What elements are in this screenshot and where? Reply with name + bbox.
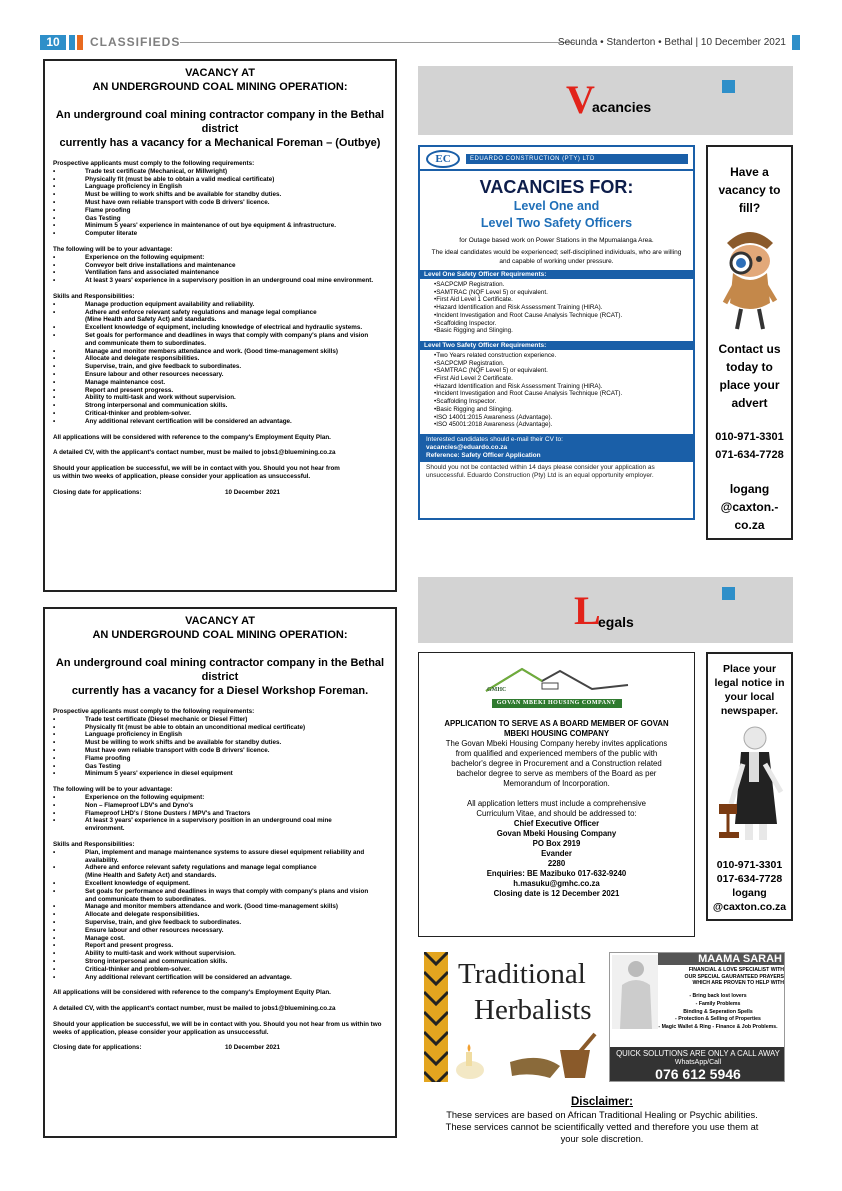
- section-name: CLASSIFIEDS: [90, 35, 181, 49]
- maama-tagline: FINANCIAL & LOVE SPECIALIST WITH: [688, 967, 784, 973]
- traditional-herbalists-ad: [424, 952, 599, 1082]
- list-item: Binding & Seperation Spells: [683, 1008, 753, 1015]
- list-item: - Bring back lost lovers: [689, 993, 747, 999]
- list-item: • Incident Investigation and Root Cause Analysis Technique (RCAT).: [434, 312, 689, 320]
- herbalists-title: Traditional: [458, 958, 586, 990]
- page-number: 10: [40, 35, 66, 50]
- list-item: • Excellent knowledge of equipment.: [53, 880, 387, 888]
- list-item: • Trade test certificate (Mechanical, or Millwright): [53, 168, 387, 176]
- gmhc-body: All application letters must include a comprehensive: [467, 799, 646, 808]
- legals-initial: L: [574, 588, 601, 633]
- judge-with-gavel-icon: [715, 724, 785, 844]
- advantage-heading: The following will be to your advantage:: [53, 245, 173, 253]
- list-item: • Language proficiency in English: [53, 731, 387, 739]
- page-header: [40, 35, 800, 51]
- side-text: your local: [724, 691, 775, 703]
- position-line-1: Level One and: [513, 199, 600, 213]
- list-item: • Manage cost.: [53, 935, 387, 943]
- vacancies-title: acancies: [592, 99, 652, 115]
- herbs-mortar-icon: [450, 1032, 599, 1082]
- requirements-heading: Prospective applicants must comply to the following requirements:: [53, 708, 255, 715]
- maama-sarah-ad: [609, 952, 785, 1082]
- ad-subtitle: currently has a vacancy for a Mechanical Foreman – (Outbye): [59, 137, 381, 149]
- list-item: • Flame proofing: [53, 755, 387, 763]
- bar-accent-square: [722, 80, 735, 93]
- gmhc-title: MBEKI HOUSING COMPANY: [503, 729, 610, 738]
- list-item: - Magic Wallet & Ring - Finance & Job Problems.: [658, 1024, 778, 1031]
- apply-text: Interested candidates should e-mail their CV to:: [426, 435, 563, 443]
- side-phone: 071-634-7728: [715, 449, 784, 461]
- list-item: • Ability to multi-task and work without supervision.: [53, 394, 387, 402]
- side-email: logang: [732, 887, 767, 899]
- list-item: • Minimum 5 years' experience in diesel equipment: [53, 770, 387, 778]
- vacancy-ad-diesel-foreman: [43, 607, 397, 1138]
- skills-heading: Skills and Responsibilities:: [53, 840, 135, 848]
- side-email: @caxton.co.za: [712, 901, 787, 913]
- list-item: environment.: [85, 825, 125, 833]
- list-item: • Strong interpersonal and communication skills.: [53, 958, 387, 966]
- list-item: • ISO 45001:2018 Awareness (Advantage).: [434, 421, 689, 429]
- bar-accent-square: [722, 587, 735, 600]
- gmhc-title: APPLICATION TO SERVE AS A BOARD MEMBER OF GOVAN: [444, 719, 669, 728]
- list-item: • Ability to multi-task and work without supervision.: [53, 950, 387, 958]
- list-item: • At least 3 years' experience in a supervisory position in an underground coal mine environment.: [53, 277, 387, 285]
- list-item: • Conveyor belt drive installations and maintenance: [53, 262, 387, 270]
- intro-text: The ideal candidates would be experienced; self-disciplined individuals, who are willing and capable of working under pressure.: [431, 249, 682, 265]
- disclaimer-title: Disclaimer:: [570, 1096, 633, 1108]
- vacancy-ad-mechanical-foreman: [43, 59, 397, 592]
- list-item: • Manage production equipment availability and reliability.: [53, 301, 387, 309]
- list-item: • Two Years related construction experience.: [434, 352, 689, 360]
- header-square-blue: [69, 35, 75, 50]
- list-item: • SAMTRAC (NQF Level 5) or equivalent.: [434, 289, 689, 297]
- list-item: • Language proficiency in English: [53, 183, 387, 191]
- list-item: • SAMTRAC (NQF Level 5) or equivalent.: [434, 367, 689, 375]
- list-item: • SACPCMP Registration.: [434, 360, 689, 368]
- ad-title: AN UNDERGROUND COAL MINING OPERATION:: [92, 629, 348, 641]
- dateline: Secunda • Standerton • Bethal | 10 December 2021: [557, 37, 786, 48]
- vacancies-initial: V: [566, 77, 595, 122]
- list-item: • Supervise, train, and give feedback to subordinates.: [53, 363, 387, 371]
- side-email: co.za: [734, 518, 765, 532]
- list-item: • SACPCMP Registration.: [434, 281, 689, 289]
- requirements-heading: Prospective applicants must comply to the following requirements:: [53, 160, 255, 167]
- side-text: vacancy to: [718, 183, 781, 197]
- legals-title: egals: [598, 614, 634, 630]
- eduardo-company-name: EDUARDO CONSTRUCTION (PTY) LTD: [466, 154, 688, 164]
- list-item: • Report and present progress.: [53, 942, 387, 950]
- success-note: weeks of application, please consider your application as unsuccessful.: [53, 1028, 269, 1036]
- list-item: • Must have own reliable transport with code B drivers' licence.: [53, 747, 387, 755]
- ad-subtitle: An underground coal mining contractor company in the Bethal district: [55, 109, 385, 135]
- vacancies-for-heading: VACANCIES FOR:: [479, 177, 634, 197]
- apply-reference: Reference: Safety Officer Application: [426, 451, 541, 459]
- detective-mascot-icon: [715, 223, 785, 333]
- closing-label: Closing date for applications:: [53, 1044, 142, 1052]
- eduardo-logo: EC: [426, 150, 460, 168]
- disclaimer-text: These services cannot be scientifically vetted and therefore you use them at: [445, 1122, 759, 1132]
- list-item: • Ventilation fans and associated maintenance: [53, 269, 387, 277]
- side-text: legal notice in: [714, 677, 785, 689]
- place-legal-notice-box: [706, 652, 793, 921]
- side-text: Place your: [722, 663, 777, 675]
- gmhc-address: PO Box 2919: [532, 839, 581, 848]
- side-email: @caxton.-: [720, 500, 779, 514]
- gmhc-body: bachelor's degree in Procurement and a Construction related: [451, 759, 662, 768]
- eduardo-footer: Should you not be contacted within 14 days please consider your application as unsuccessful. Eduardo Construction (Pty) Ltd is an equal opportunity employer.: [426, 463, 655, 479]
- list-item: • Strong interpersonal and communication skills.: [53, 402, 387, 410]
- maama-whatsapp: WhatsApp/Call: [674, 1059, 722, 1066]
- ad-title: VACANCY AT: [185, 615, 255, 627]
- gmhc-enquiries: Enquiries: BE Mazibuko 017-632-9240: [486, 869, 627, 878]
- woman-silhouette-icon: [612, 955, 658, 1029]
- list-item: • Set goals for performance and deadlines in ways that comply with company's plans and vision: [53, 332, 387, 340]
- maama-call-text: QUICK SOLUTIONS ARE ONLY A CALL AWAY: [616, 1049, 780, 1058]
- closing-date: 10 December 2021: [225, 488, 280, 496]
- maama-tagline: WHICH ARE PROVEN TO HELP WITH: [692, 980, 784, 987]
- list-item: • Critical-thinker and problem-solver.: [53, 410, 387, 418]
- vacancies-heading-bar: [418, 66, 793, 135]
- list-item: • Plan, implement and manage maintenance systems to assure diesel equipment reliability and: [53, 849, 387, 857]
- list-item: • At least 3 years' experience in a supervisory position in an underground coal mine: [53, 817, 387, 825]
- list-item: • Ensure labour and other resources necessary.: [53, 927, 387, 935]
- list-item: • Must have own reliable transport with code B drivers' licence.: [53, 199, 387, 207]
- cv-instructions: A detailed CV, with the applicant's contact number, must be mailed to jobs1@bluemining.co.za: [53, 449, 336, 457]
- list-item: • Physically fit (must be able to obtain a valid medical certificate): [53, 176, 387, 184]
- list-item: • Hazard Identification and Risk Assessment Training (HIRA).: [434, 304, 689, 312]
- list-item: • Trade test certificate (Diesel mechanic or Diesel Fitter): [53, 716, 387, 724]
- gmhc-email[interactable]: h.masuku@gmhc.co.za: [513, 879, 600, 888]
- tribal-pattern-icon: [424, 952, 448, 1082]
- legals-heading-bar: [418, 577, 793, 643]
- list-item: • Incident Investigation and Root Cause Analysis Technique (RCAT).: [434, 390, 689, 398]
- gmhc-body: from qualified and experienced members of the public with: [455, 749, 658, 758]
- side-text: Have a: [730, 165, 769, 179]
- list-item: • Manage and monitor members attendance and work. (Good time-management skills): [53, 348, 387, 356]
- list-item: • Flameproof LHD's / Stone Dusters / MPV's and Tractors: [53, 810, 387, 818]
- list-item: - Family Problems: [695, 1000, 741, 1007]
- list-item: • Any additional relevant certification will be considered an advantage.: [53, 974, 387, 982]
- intro-text: for Outage based work on Power Stations in the Mpumalanga Area.: [459, 237, 654, 244]
- gmhc-closing: Closing date is 12 December 2021: [493, 889, 620, 898]
- list-item: • Excellent knowledge of equipment, including knowledge of electrical and hydraulic systems.: [53, 324, 387, 332]
- list-item: • First Aid Level 1 Certificate.: [434, 296, 689, 304]
- closing-date: 10 December 2021: [225, 1044, 280, 1052]
- list-item: • Experience on the following equipment:: [53, 254, 387, 262]
- side-text: place your: [719, 378, 780, 392]
- apply-email[interactable]: vacancies@eduardo.co.za: [426, 443, 508, 451]
- advantage-heading: The following will be to your advantage:: [53, 786, 173, 794]
- list-item: • Scaffolding Inspector.: [434, 320, 689, 328]
- ad-title: VACANCY AT: [185, 67, 255, 79]
- list-item: • Manage maintenance cost.: [53, 379, 387, 387]
- list-item: • Hazard Identification and Risk Assessment Training (HIRA).: [434, 383, 689, 391]
- gmhc-body: Curriculum Vitae, and should be addressed to:: [476, 809, 637, 818]
- header-square-orange: [77, 35, 83, 50]
- apply-block: [420, 434, 693, 462]
- gmhc-body: Memorandum of Incorporation.: [503, 779, 610, 788]
- list-item: and communicate them to subordinates.: [85, 895, 207, 903]
- level-one-heading: Level One Safety Officer Requirements:: [420, 270, 693, 279]
- list-item: • ISO 14001:2015 Awareness (Advantage).: [434, 414, 689, 422]
- side-text: newspaper.: [720, 705, 779, 717]
- side-text: fill?: [738, 201, 761, 215]
- list-item: • Scaffolding Inspector.: [434, 398, 689, 406]
- gmhc-body: The Govan Mbeki Housing Company hereby invites applications: [445, 739, 668, 748]
- list-item: • Allocate and delegate responsibilities.: [53, 355, 387, 363]
- closing-line: [53, 1044, 387, 1052]
- side-phone: 010-971-3301: [715, 431, 784, 443]
- list-item: • Gas Testing: [53, 763, 387, 771]
- gmhc-address: 2280: [547, 859, 566, 868]
- list-item: • Physically fit (must be able to obtain an unconditional medical certificate): [53, 724, 387, 732]
- list-item: • Supervise, train, and give feedback to subordinates.: [53, 919, 387, 927]
- equity-note: All applications will be considered with reference to the company's Employment Equity Plan.: [53, 989, 331, 997]
- list-item: • Minimum 5 years' experience in maintenance of out bye equipment & infrastructure.: [53, 222, 387, 230]
- cv-instructions: A detailed CV, with the applicant's contact number, must be mailed to jobs1@bluemining.co.za: [53, 1005, 336, 1013]
- list-item: • Must be willing to work shifts and be available for standby duties.: [53, 739, 387, 747]
- side-phone: 017-634-7728: [716, 873, 783, 885]
- side-text: Contact us: [718, 342, 781, 356]
- list-item: • Any additional relevant certification will be considered an advantage.: [53, 418, 387, 426]
- gmhc-address: Chief Executive Officer: [513, 819, 600, 828]
- list-item: - Protection & Selling of Properties: [675, 1016, 761, 1023]
- place-vacancy-box: [706, 145, 793, 540]
- side-email: logang: [729, 482, 770, 496]
- equity-note: All applications will be considered with reference to the company's Employment Equity Plan.: [53, 433, 331, 441]
- list-item: • Computer literate: [53, 230, 387, 238]
- list-item: • Experience on the following equipment:: [53, 794, 387, 802]
- list-item: • Set goals for performance and deadlines in ways that comply with company's plans and vision: [53, 888, 387, 896]
- list-item: • Ensure labour and other resources necessary.: [53, 371, 387, 379]
- list-item: • Flame proofing: [53, 207, 387, 215]
- list-item: • Report and present progress.: [53, 387, 387, 395]
- list-item: • Allocate and delegate responsibilities.: [53, 911, 387, 919]
- success-note: Should your application be successful, we will be in contact with you. Should you not hear from: [53, 465, 340, 473]
- maama-phone[interactable]: 076 612 5946: [655, 1066, 741, 1082]
- list-item: • Non – Flameproof LDV's and Dyno's: [53, 802, 387, 810]
- maama-tagline: OUR SPECIAL GAURANTEED PRAYERS: [684, 973, 784, 980]
- disclaimer: [412, 1095, 792, 1145]
- herbalists-title: Herbalists: [474, 994, 592, 1026]
- success-note: Should your application be successful, we will be in contact with you. Should you not hear from us within two: [53, 1020, 382, 1028]
- gmhc-notice: [418, 652, 695, 937]
- list-item: • Basic Rigging and Slinging.: [434, 327, 689, 335]
- side-text: advert: [731, 396, 768, 410]
- level-two-heading: Level Two Safety Officer Requirements:: [420, 341, 693, 350]
- closing-line: [53, 489, 387, 497]
- maama-call-strip: [610, 1047, 785, 1082]
- disclaimer-text: your sole discretion.: [560, 1134, 644, 1144]
- list-item: • Basic Rigging and Slinging.: [434, 406, 689, 414]
- list-item: • First Aid Level 2 Certificate.: [434, 375, 689, 383]
- list-item: • Adhere and enforce relevant safety regulations and manage legal compliance: [53, 309, 387, 317]
- list-item: • Adhere and enforce relevant safety regulations and manage legal compliance: [53, 864, 387, 872]
- ad-title: AN UNDERGROUND COAL MINING OPERATION:: [92, 81, 348, 93]
- disclaimer-text: These services are based on African Traditional Healing or Psychic abilities.: [446, 1110, 758, 1120]
- success-note: us within two weeks of application, please consider your application as unsuccessful.: [53, 472, 311, 480]
- eduardo-logo-strip: [420, 147, 693, 171]
- list-item: • Manage and monitor members attendance and work. (Good time-management skills): [53, 903, 387, 911]
- list-item: availability.: [85, 856, 119, 864]
- list-item: • Must be willing to work shifts and be available for standby duties.: [53, 191, 387, 199]
- position-line-2: Level Two Safety Officers: [480, 216, 633, 230]
- gmhc-address: Govan Mbeki Housing Company: [496, 829, 617, 838]
- gmhc-logo-text: GMHC: [487, 687, 507, 693]
- gmhc-logo-name: GOVAN MBEKI HOUSING COMPANY: [496, 700, 617, 706]
- gmhc-address: Evander: [541, 849, 572, 858]
- eduardo-construction-ad: [418, 145, 695, 520]
- list-item: • Gas Testing: [53, 215, 387, 223]
- ad-subtitle: currently has a vacancy for a Diesel Workshop Foreman.: [71, 685, 369, 697]
- header-right-square: [792, 35, 800, 50]
- maama-sarah-name: MAAMA SARAH: [658, 953, 785, 965]
- list-item: • Critical-thinker and problem-solver.: [53, 966, 387, 974]
- side-phone: 010-971-3301: [716, 859, 783, 871]
- side-text: today to: [726, 360, 773, 374]
- skills-heading: Skills and Responsibilities:: [53, 292, 135, 300]
- list-item: (Mine Health and Safety Act) and standards.: [85, 872, 217, 880]
- header-rule: [180, 42, 575, 43]
- list-item: (Mine Health and Safety Act) and standards.: [85, 316, 217, 324]
- ad-subtitle: An underground coal mining contractor company in the Bethal district: [55, 657, 385, 683]
- gmhc-body: bachelor degree to serve as members of the Board as per: [456, 769, 657, 778]
- closing-label: Closing date for applications:: [53, 488, 142, 496]
- list-item: and communicate them to subordinates.: [85, 339, 207, 347]
